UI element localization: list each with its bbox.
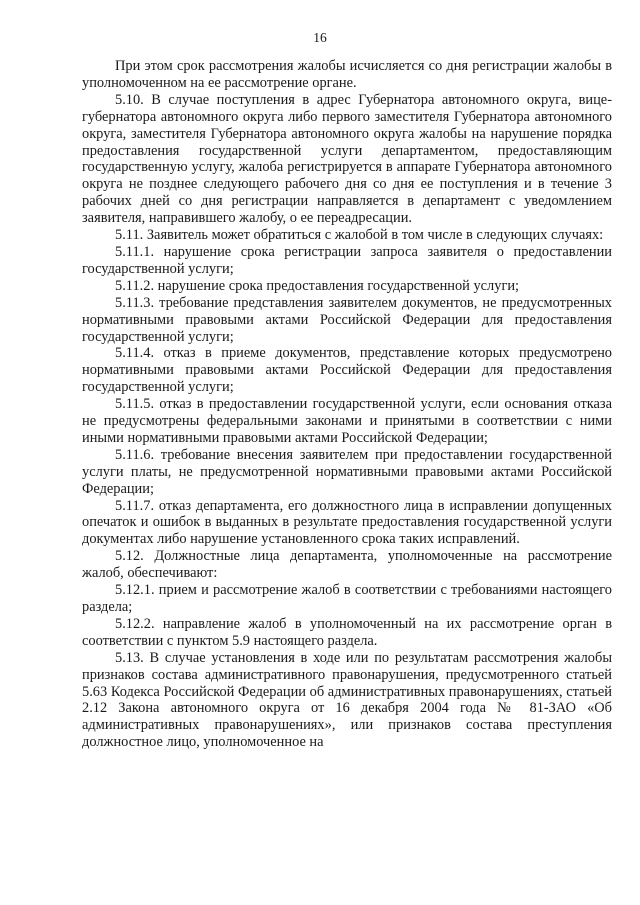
paragraph-5-11-3: 5.11.3. требование представления заявителем документов, не предусмотренных нормативными правовыми актами Российской Федерации для предоставления государственной услуги; [82,294,612,345]
paragraph-5-11-4: 5.11.4. отказ в приеме документов, представление которых предусмотрено нормативными правовыми актами Российской Федерации для предоставления государственной услуги; [82,345,612,396]
paragraph-5-12-1: 5.12.1. прием и рассмотрение жалоб в соответствии с требованиями настоящего раздела; [82,582,612,615]
body-text [82,58,612,751]
paragraph-5-11-6: 5.11.6. требование внесения заявителем при предоставлении государственной услуги платы, не предусмотренной нормативными правовыми актами Российской Федерации; [82,446,612,497]
paragraph-5-10: 5.10. В случае поступления в адрес Губернатора автономного округа, вице-губернатора автономного округа либо первого заместителя Губернатора автономного округа, заместителя Губернатора автономного округа жалобы на нарушение порядка предоставления государственной услуги департаментом, предоставляющим государственную услугу, жалоба регистрируется в аппарате Губернатора автономного округа не позднее следующего рабочего дня со дня ее поступления и в течение 3 рабочих дней со дня регистрации направляется в департамент с уведомлением заявителя, направившего жалобу, о ее переадресации. [82,91,612,227]
paragraph-review-period: При этом срок рассмотрения жалобы исчисляется со дня регистрации жалобы в уполномоченном на ее рассмотрение органе. [82,58,612,91]
paragraph-5-11-1: 5.11.1. нарушение срока регистрации запроса заявителя о предоставлении государственной услуги; [82,243,612,277]
page-number: 16 [313,30,327,45]
paragraph-5-13: 5.13. В случае установления в ходе или по результатам рассмотрения жалобы признаков состава административного правонарушения, предусмотренного статьей 5.63 Кодекса Российской Федерации об административных правонарушениях, статьей 2.12 Закона автономного округа от 16 декабря 2004 года № 81-ЗАО «Об административных правонарушениях», или признаков состава преступления должностное лицо, уполномоченное на [82,649,612,751]
paragraph-5-11-7: 5.11.7. отказ департамента, его должностного лица в исправлении допущенных опечаток и ошибок в выданных в результате предоставления государственной услуги документах либо нарушение установленного срока таких исправлений. [82,497,612,548]
paragraph-5-11-5: 5.11.5. отказ в предоставлении государственной услуги, если основания отказа не предусмотрены федеральными законами и принятыми в соответствии с ними иными нормативными правовыми актами Российской Федерации; [82,396,612,446]
paragraph-5-12: 5.12. Должностные лица департамента, уполномоченные на рассмотрение жалоб, обеспечивают: [82,548,612,582]
paragraph-5-11: 5.11. Заявитель может обратиться с жалобой в том числе в следующих случаях: [115,227,604,244]
paragraph-5-12-2: 5.12.2. направление жалоб в уполномоченный на их рассмотрение орган в соответствии с пунктом 5.9 настоящего раздела. [82,615,612,649]
paragraph-5-11-2: 5.11.2. нарушение срока предоставления государственной услуги; [115,277,520,294]
